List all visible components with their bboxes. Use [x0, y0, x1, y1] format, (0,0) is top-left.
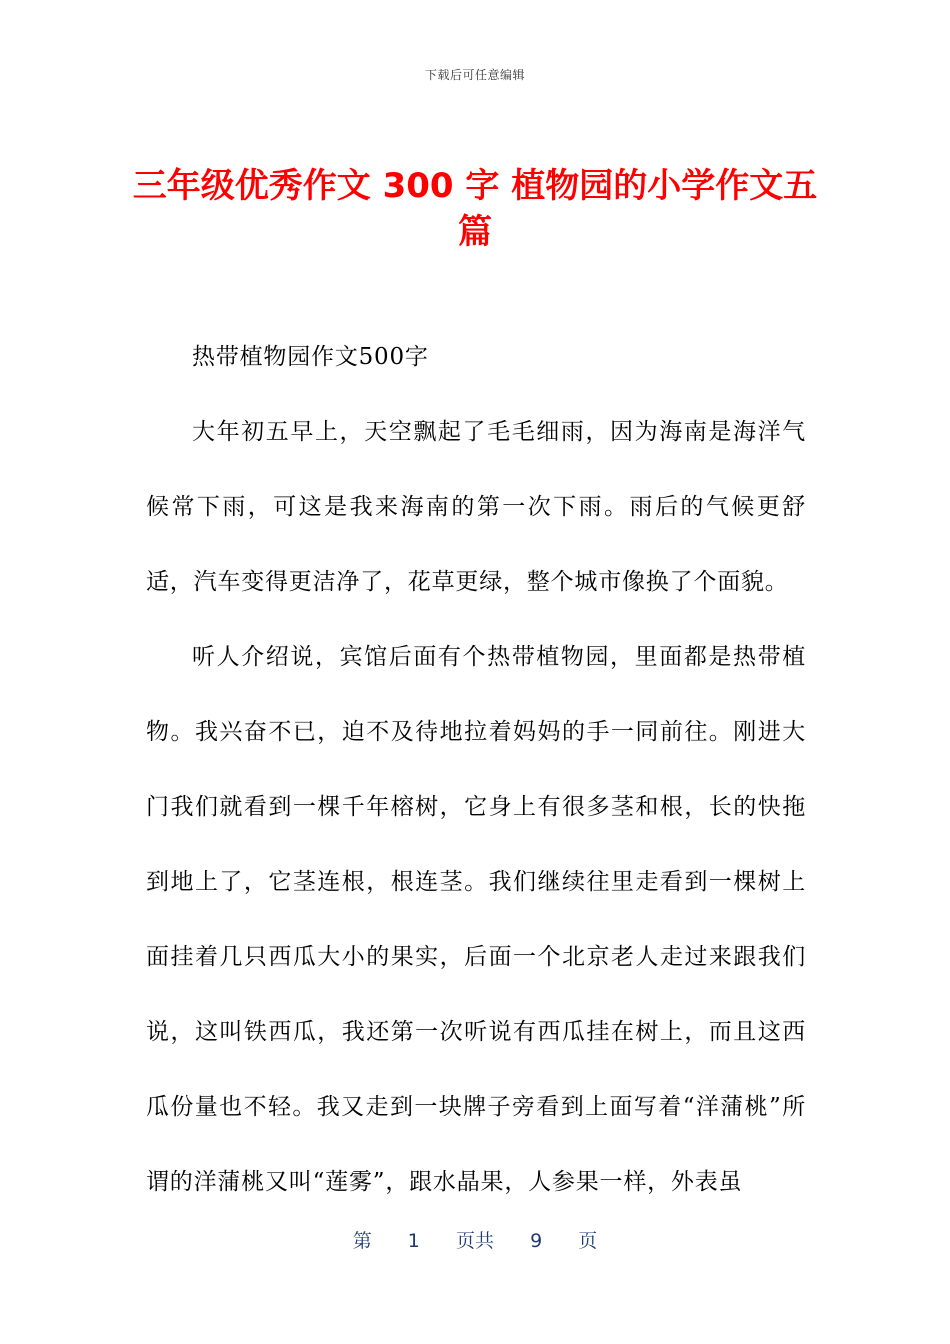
page-prefix: 第 — [352, 1230, 372, 1252]
page-mid: 页共 — [455, 1230, 494, 1252]
page-footer — [0, 1226, 950, 1253]
page-suffix: 页 — [578, 1230, 598, 1252]
paragraph-1: 大年初五早上，天空飘起了毛毛细雨，因为海南是海洋气候常下雨，可这是我来海南的第一次下雨。雨后的气候更舒适，汽车变得更洁净了，花草更绿，整个城市像换了个面貌。 — [146, 419, 806, 595]
current-page-number: 1 — [407, 1230, 420, 1252]
document-title: 三年级优秀作文 300 字 植物园的小学作文五篇 — [132, 165, 818, 252]
paragraph-2: 听人介绍说，宾馆后面有个热带植物园，里面都是热带植物。我兴奋不已，迫不及待地拉着妈妈的手一同前往。刚进大门我们就看到一棵千年榕树，它身上有很多茎和根，长的快拖到地上了，它茎连根，根连茎。我们继续往里走看到一棵树上面挂着几只西瓜大小的果实，后面一个北京老人走过来跟我们说，这叫铁西瓜，我还第一次听说有西瓜挂在树上，而且这西瓜份量也不轻。我又走到一块牌子旁看到上面写着“洋蒲桃”所谓的洋蒲桃又叫“莲雾”，跟水晶果，人参果一样，外表虽 — [146, 644, 806, 1195]
header-note: 下载后可任意编辑 — [424, 68, 525, 82]
total-pages-number: 9 — [530, 1230, 543, 1252]
document-body — [146, 320, 806, 1220]
paragraph-subtitle: 热带植物园作文500字 — [192, 344, 429, 370]
